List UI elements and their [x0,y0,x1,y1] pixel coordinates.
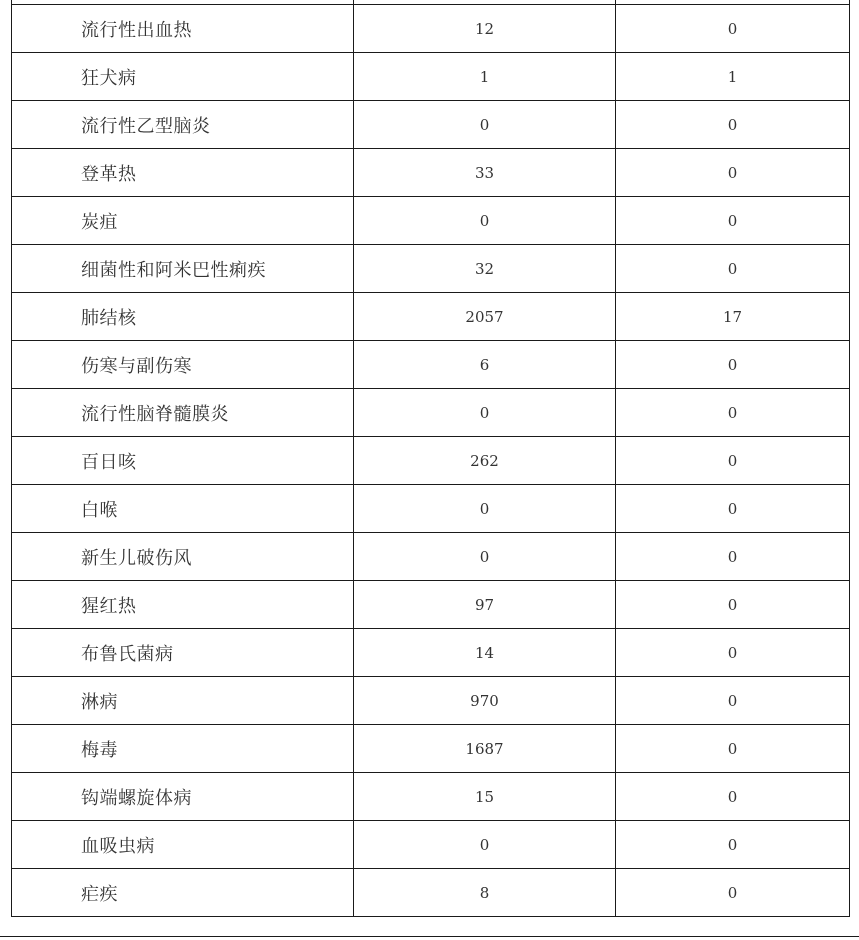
table-row [12,293,850,341]
death-count-cell: 0 [616,821,850,869]
table-row [12,389,850,437]
table-row [12,245,850,293]
death-count-cell: 17 [616,293,850,341]
table-row [12,197,850,245]
death-count-cell: 0 [616,341,850,389]
table-row [12,869,850,917]
disease-name-cell: 疟疾 [12,869,354,917]
table-row [12,821,850,869]
death-count-cell: 0 [616,389,850,437]
death-count-cell: 0 [616,581,850,629]
case-count-cell: 970 [354,677,616,725]
disease-name-cell: 流行性乙型脑炎 [12,101,354,149]
death-count-cell: 1 [616,53,850,101]
disease-name-cell: 白喉 [12,485,354,533]
disease-name-cell: 梅毒 [12,725,354,773]
disease-name-cell: 淋病 [12,677,354,725]
death-count-cell: 0 [616,437,850,485]
table-row [12,533,850,581]
table-row [12,773,850,821]
case-count-cell: 1 [354,53,616,101]
disease-name-cell: 炭疽 [12,197,354,245]
death-count-cell: 0 [616,5,850,53]
disease-name-cell: 细菌性和阿米巴性痢疾 [12,245,354,293]
case-count-cell: 0 [354,533,616,581]
case-count-cell: 8 [354,869,616,917]
disease-name-cell: 伤寒与副伤寒 [12,341,354,389]
case-count-cell: 0 [354,821,616,869]
disease-name-cell: 新生儿破伤风 [12,533,354,581]
disease-name-cell: 肺结核 [12,293,354,341]
case-count-cell: 15 [354,773,616,821]
case-count-cell: 0 [354,101,616,149]
death-count-cell: 0 [616,149,850,197]
case-count-cell: 14 [354,629,616,677]
table-row [12,581,850,629]
death-count-cell: 0 [616,485,850,533]
death-count-cell: 0 [616,677,850,725]
disease-name-cell: 狂犬病 [12,53,354,101]
table-row [12,725,850,773]
case-count-cell: 97 [354,581,616,629]
case-count-cell: 6 [354,341,616,389]
disease-statistics-table [11,0,850,917]
death-count-cell: 0 [616,533,850,581]
disease-name-cell: 布鲁氏菌病 [12,629,354,677]
death-count-cell: 0 [616,869,850,917]
case-count-cell: 12 [354,5,616,53]
disease-name-cell: 百日咳 [12,437,354,485]
case-count-cell: 2057 [354,293,616,341]
case-count-cell: 262 [354,437,616,485]
disease-name-cell: 血吸虫病 [12,821,354,869]
disease-name-cell: 钩端螺旋体病 [12,773,354,821]
disease-name-cell: 登革热 [12,149,354,197]
death-count-cell: 0 [616,725,850,773]
death-count-cell: 0 [616,245,850,293]
case-count-cell: 1687 [354,725,616,773]
death-count-cell: 0 [616,101,850,149]
table-row [12,485,850,533]
table-row [12,629,850,677]
death-count-cell: 0 [616,197,850,245]
table-row [12,341,850,389]
death-count-cell: 0 [616,773,850,821]
table-row [12,677,850,725]
bottom-divider [0,936,859,937]
disease-name-cell: 猩红热 [12,581,354,629]
table-row [12,437,850,485]
table-row [12,53,850,101]
case-count-cell: 0 [354,197,616,245]
case-count-cell: 0 [354,485,616,533]
case-count-cell: 33 [354,149,616,197]
case-count-cell: 32 [354,245,616,293]
disease-name-cell: 流行性脑脊髓膜炎 [12,389,354,437]
case-count-cell: 0 [354,389,616,437]
table-row [12,149,850,197]
death-count-cell: 0 [616,629,850,677]
table-row [12,101,850,149]
disease-name-cell: 流行性出血热 [12,5,354,53]
table-row [12,5,850,53]
